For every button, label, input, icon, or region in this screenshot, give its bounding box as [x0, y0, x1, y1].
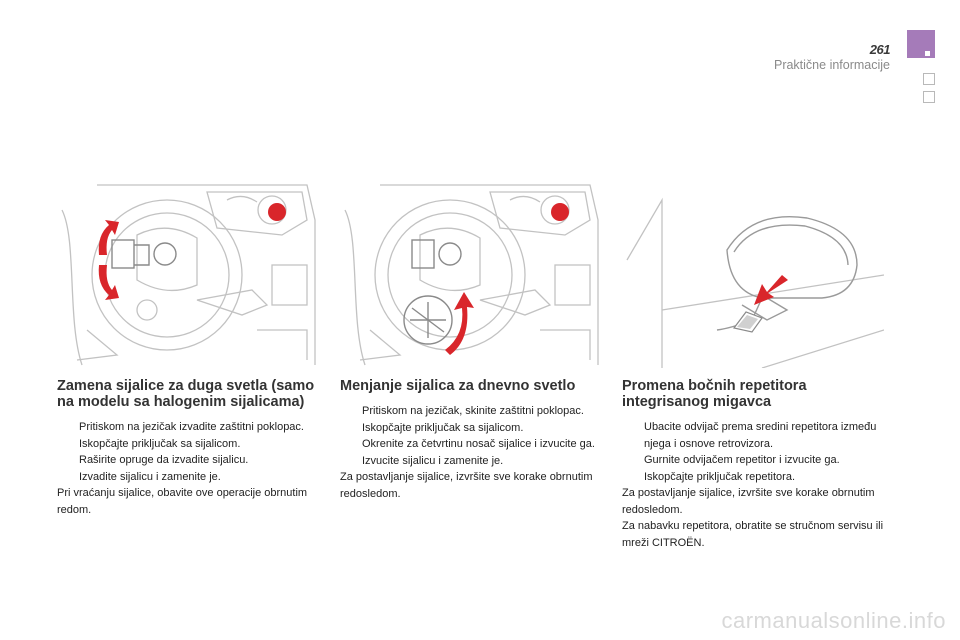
- mirror-repeater-illustration: [622, 180, 884, 368]
- tab-marker: [925, 51, 930, 56]
- chapter-tab-empty[interactable]: [923, 91, 935, 103]
- list-item: Pritiskom na jezičak izvadite zaštitni poklopac.: [79, 421, 304, 433]
- high-beam-illustration: [57, 180, 319, 368]
- section-title: Promena bočnih repetitora integrisanog migavca: [622, 378, 807, 410]
- watermark: carmanualsonline.info: [721, 608, 946, 633]
- section-high-beam: [57, 180, 332, 518]
- section-title: Zamena sijalice za duga svetla (samo na modelu sa halogenim sijalicama): [57, 378, 315, 410]
- note-text: Za postavljanje sijalice, izvršite sve korake obrnutim redosledom.: [340, 471, 593, 500]
- note-text: Za postavljanje sijalice, izvršite sve korake obrnutim redosledom.: [622, 487, 875, 516]
- list-item: Gurnite odvijačem repetitor i izvucite ga.: [644, 454, 840, 466]
- section-title: Menjanje sijalica za dnevno svetlo: [340, 378, 576, 394]
- note-text: Pri vraćanju sijalice, obavite ove operacije obrnutim redom.: [57, 487, 308, 516]
- chapter-tab-active[interactable]: [907, 30, 935, 58]
- list-item: Ubacite odvijač prema sredini repetitora između njega i osnove retrovizora.: [644, 421, 877, 450]
- list-item: Okrenite za četvrtinu nosač sijalice i izvucite ga.: [362, 438, 595, 450]
- list-item: Iskopčajte priključak repetitora.: [644, 470, 796, 483]
- instruction-list: [57, 419, 332, 485]
- section-name: Praktične informacije: [773, 58, 890, 72]
- instruction-list: [340, 403, 615, 469]
- list-item: Raširite opruge da izvadite sijalicu.: [79, 454, 249, 466]
- page-number: 261: [869, 42, 890, 57]
- list-item: Izvucite sijalicu i zamenite je.: [362, 454, 504, 467]
- instruction-list: [622, 419, 897, 485]
- section-daytime-light: [340, 180, 615, 502]
- chapter-tab-empty[interactable]: [923, 73, 935, 85]
- list-item: Pritiskom na jezičak, skinite zaštitni poklopac.: [362, 405, 584, 417]
- section-side-repeater: [622, 180, 897, 551]
- list-item: Iskopčajte priključak sa sijalicom.: [362, 421, 524, 434]
- list-item: Izvadite sijalicu i zamenite je.: [79, 470, 221, 483]
- note-text: Za nabavku repetitora, obratite se stručnom servisu ili mreži CITROËN.: [622, 520, 884, 549]
- list-item: Iskopčajte priključak sa sijalicom.: [79, 437, 241, 450]
- daytime-light-illustration: [340, 180, 602, 368]
